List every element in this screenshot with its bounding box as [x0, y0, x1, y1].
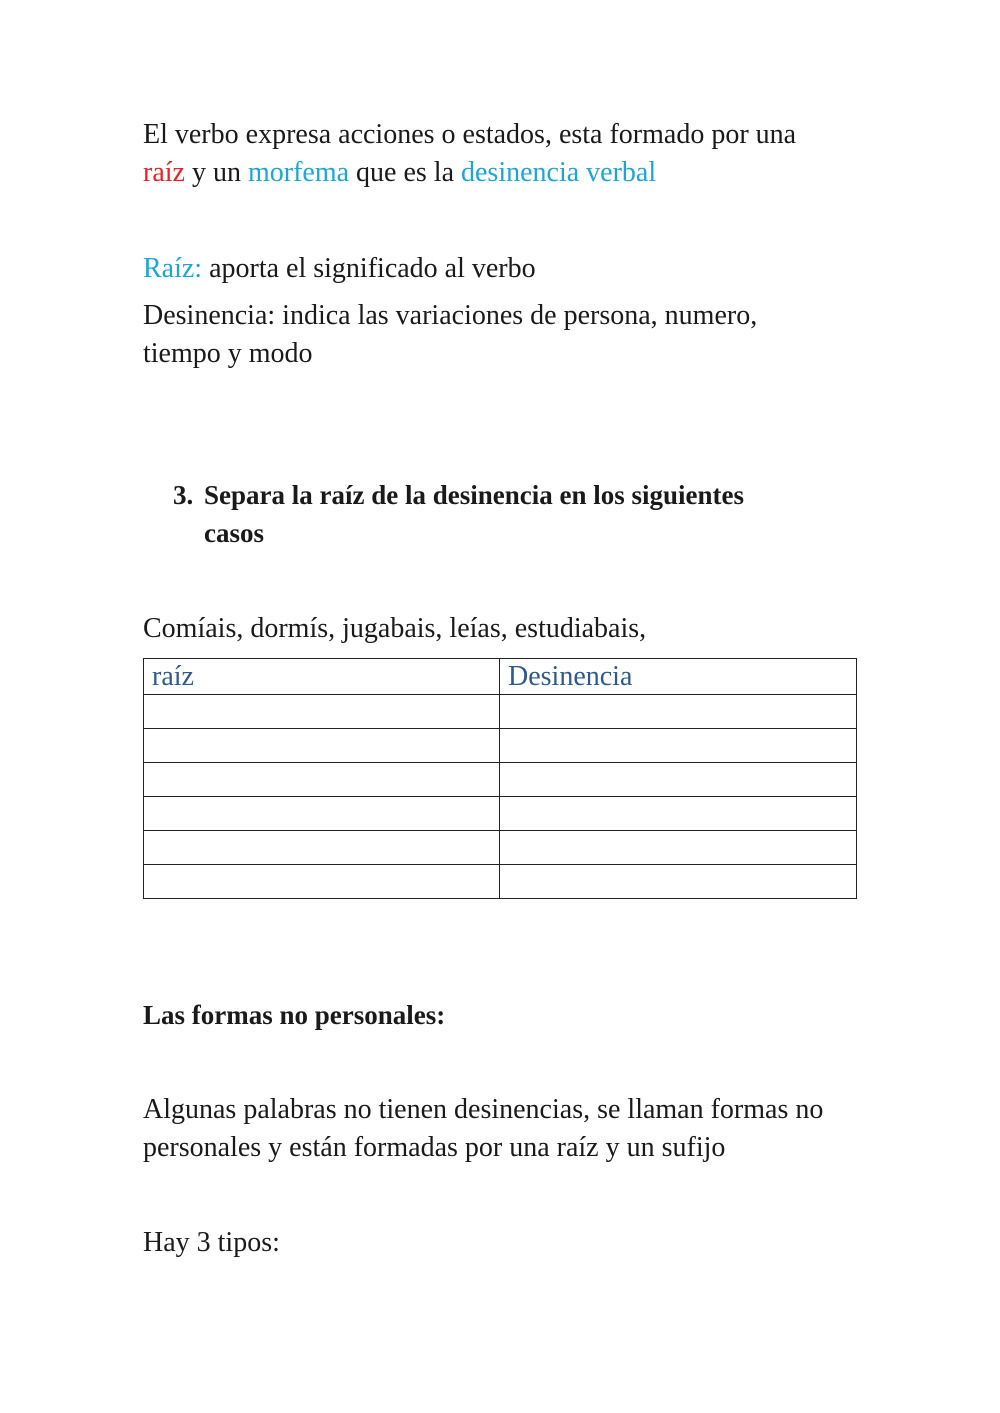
term-morfema: morfema [247, 157, 350, 188]
definition-raiz-text: aporta el significado al verbo [202, 253, 536, 284]
tipos-text: Hay 3 tipos: [143, 1227, 280, 1258]
exercise-number: 3. [173, 480, 194, 510]
table-cell-desinencia[interactable] [500, 797, 857, 831]
table-cell-desinencia[interactable] [500, 695, 857, 729]
intro-line-1: El verbo expresa acciones o estados, esta formado por una [143, 119, 797, 150]
intro-line-2 [143, 154, 863, 192]
formas-no-personales-line-2: personales y están formadas por una raíz y un sufijo [143, 1132, 726, 1163]
table-header-raiz: raíz [144, 659, 500, 695]
table-cell-desinencia[interactable] [500, 763, 857, 797]
section-heading-formas-no-personales: Las formas no personales: [143, 1000, 446, 1030]
exercise-title-line-2: casos [204, 518, 264, 548]
definition-desinencia-line-1: Desinencia: indica las variaciones de persona, numero, [143, 300, 758, 331]
exercise-title-line-1: Separa la raíz de la desinencia en los siguientes [204, 480, 744, 510]
table-row [144, 695, 857, 729]
text-y-un: y un [184, 157, 248, 188]
term-raiz: raíz [143, 157, 185, 188]
table-header-desinencia: Desinencia [500, 659, 857, 695]
table-row [144, 797, 857, 831]
raiz-desinencia-table [143, 658, 857, 899]
table-row [144, 865, 857, 899]
table-cell-raiz[interactable] [144, 865, 500, 899]
definition-raiz-term: Raíz: [143, 253, 203, 284]
definition-raiz [143, 250, 863, 288]
exercise-heading [173, 476, 853, 552]
text-que-es-la: que es la [349, 157, 461, 188]
table-cell-raiz[interactable] [144, 729, 500, 763]
definition-desinencia-line-2: tiempo y modo [143, 338, 313, 369]
intro-paragraph [143, 116, 863, 192]
exercise-words: Comíais, dormís, jugabais, leías, estudiabais, [143, 613, 647, 644]
table-cell-raiz[interactable] [144, 831, 500, 865]
table-cell-raiz[interactable] [144, 695, 500, 729]
table-row [144, 763, 857, 797]
formas-no-personales-paragraph [143, 1091, 863, 1167]
table-cell-desinencia[interactable] [500, 865, 857, 899]
table-cell-raiz[interactable] [144, 797, 500, 831]
term-desinencia-verbal: desinencia verbal [461, 157, 657, 188]
table-header-row [144, 659, 857, 695]
table-row [144, 831, 857, 865]
definition-desinencia [143, 297, 863, 373]
table-cell-raiz[interactable] [144, 763, 500, 797]
table-cell-desinencia[interactable] [500, 831, 857, 865]
formas-no-personales-line-1: Algunas palabras no tienen desinencias, se llaman formas no [143, 1094, 824, 1125]
table-row [144, 729, 857, 763]
table-cell-desinencia[interactable] [500, 729, 857, 763]
